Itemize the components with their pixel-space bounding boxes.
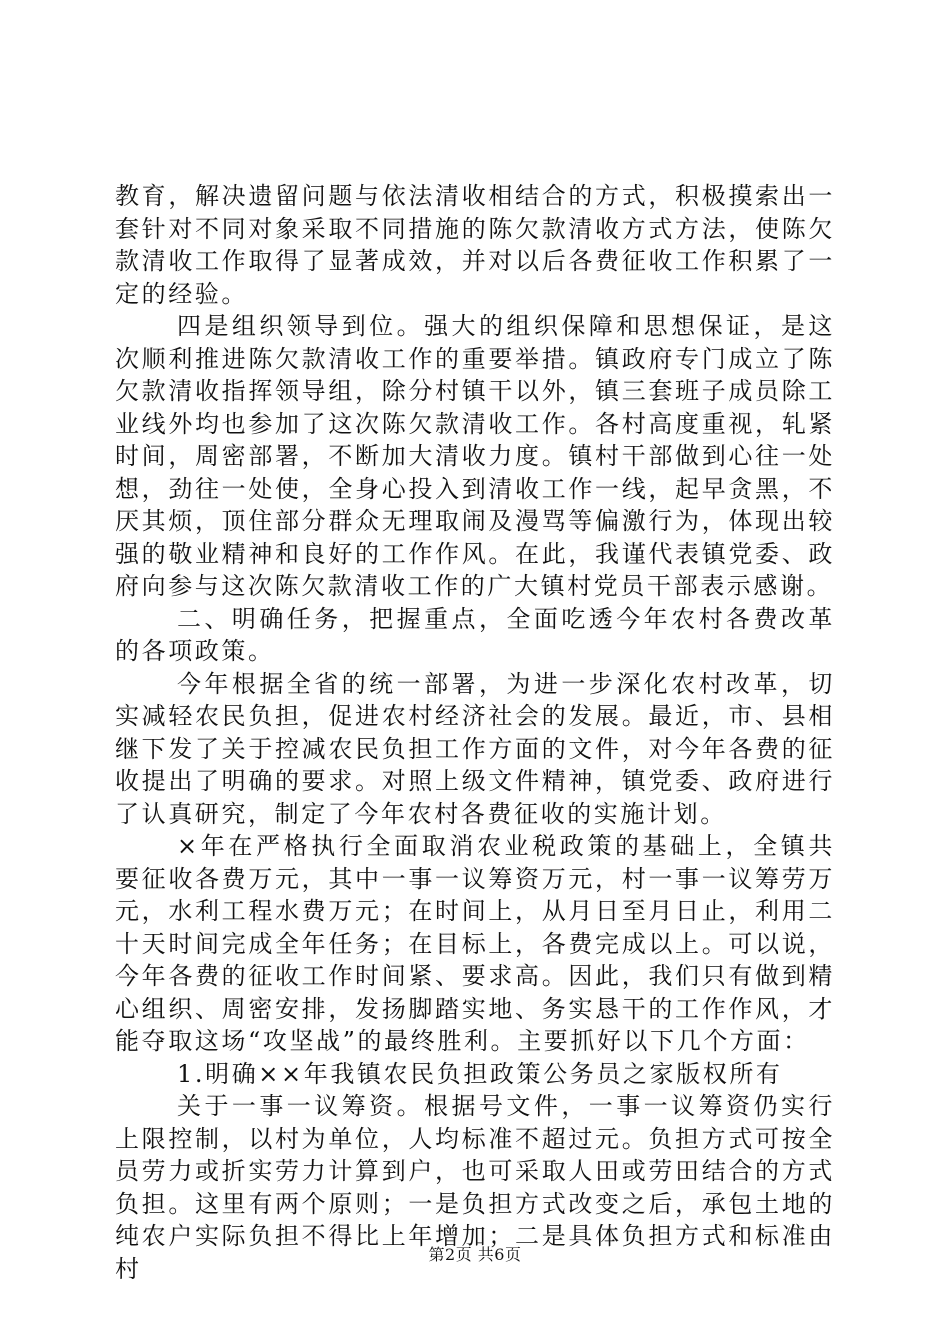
paragraph-3: 二、明确任务，把握重点，全面吃透今年农村各费改革的各项政策。: [115, 604, 835, 665]
paragraph-1: 教育，解决遗留问题与依法清收相结合的方式，积极摸索出一套针对不同对象采取不同措施的陈欠款清收方式方法，使陈欠款清收工作取得了显著成效，并对以后各费征收工作积累了一定的经验。: [115, 182, 835, 308]
paragraph-2: 四是组织领导到位。强大的组织保障和思想保证，是这次顺利推进陈欠款清收工作的重要举措。镇政府专门成立了陈欠款清收指挥领导组，除分村镇干以外，镇三套班子成员除工业线外均也参加了这次陈欠款清收工作。各村高度重视，轧紧时间，周密部署，不断加大清收力度。镇村干部做到心往一处想，劲往一处使，全身心投入到清收工作一线，起早贪黑，不厌其烦，顶住部分群众无理取闹及漫骂等偏激行为，体现出较强的敬业精神和良好的工作作风。在此，我谨代表镇党委、政府向参与这次陈欠款清收工作的广大镇村党员干部表示感谢。: [115, 312, 835, 600]
paragraph-5: ×年在严格执行全面取消农业税政策的基础上，全镇共要征收各费万元，其中一事一议筹资万元，村一事一议筹劳万元，水利工程水费万元；在时间上，从月日至月日止，利用二十天时间完成全年任务；在目标上，各费完成以上。可以说，今年各费的征收工作时间紧、要求高。因此，我们只有做到精心组织、周密安排，发扬脚踏实地、务实恳干的工作作风，才能夺取这场“攻坚战”的最终胜利。主要抓好以下几个方面：: [115, 832, 835, 1055]
paragraph-4: 今年根据全省的统一部署，为进一步深化农村改革，切实减轻农民负担，促进农村经济社会的发展。最近，市、县相继下发了关于控减农民负担工作方面的文件，对今年各费的征收提出了明确的要求。对照上级文件精神，镇党委、政府进行了认真研究，制定了今年农村各费征收的实施计划。: [115, 669, 835, 828]
paragraph-6: 1.明确××年我镇农民负担政策公务员之家版权所有: [177, 1059, 783, 1088]
document-body: [115, 180, 835, 1285]
page-number-footer: 第2页 共6页: [428, 1245, 522, 1264]
paragraph-7: 关于一事一议筹资。根据号文件，一事一议筹资仍实行上限控制，以村为单位，人均标准不超过元。负担方式可按全员劳力或折实劳力计算到户，也可采取人田或劳田结合的方式负担。这里有两个原则；一是负担方式改变之后，承包土地的纯农户实际负担不得比上年增加；二是具体负担方式和标准由村: [115, 1092, 835, 1283]
